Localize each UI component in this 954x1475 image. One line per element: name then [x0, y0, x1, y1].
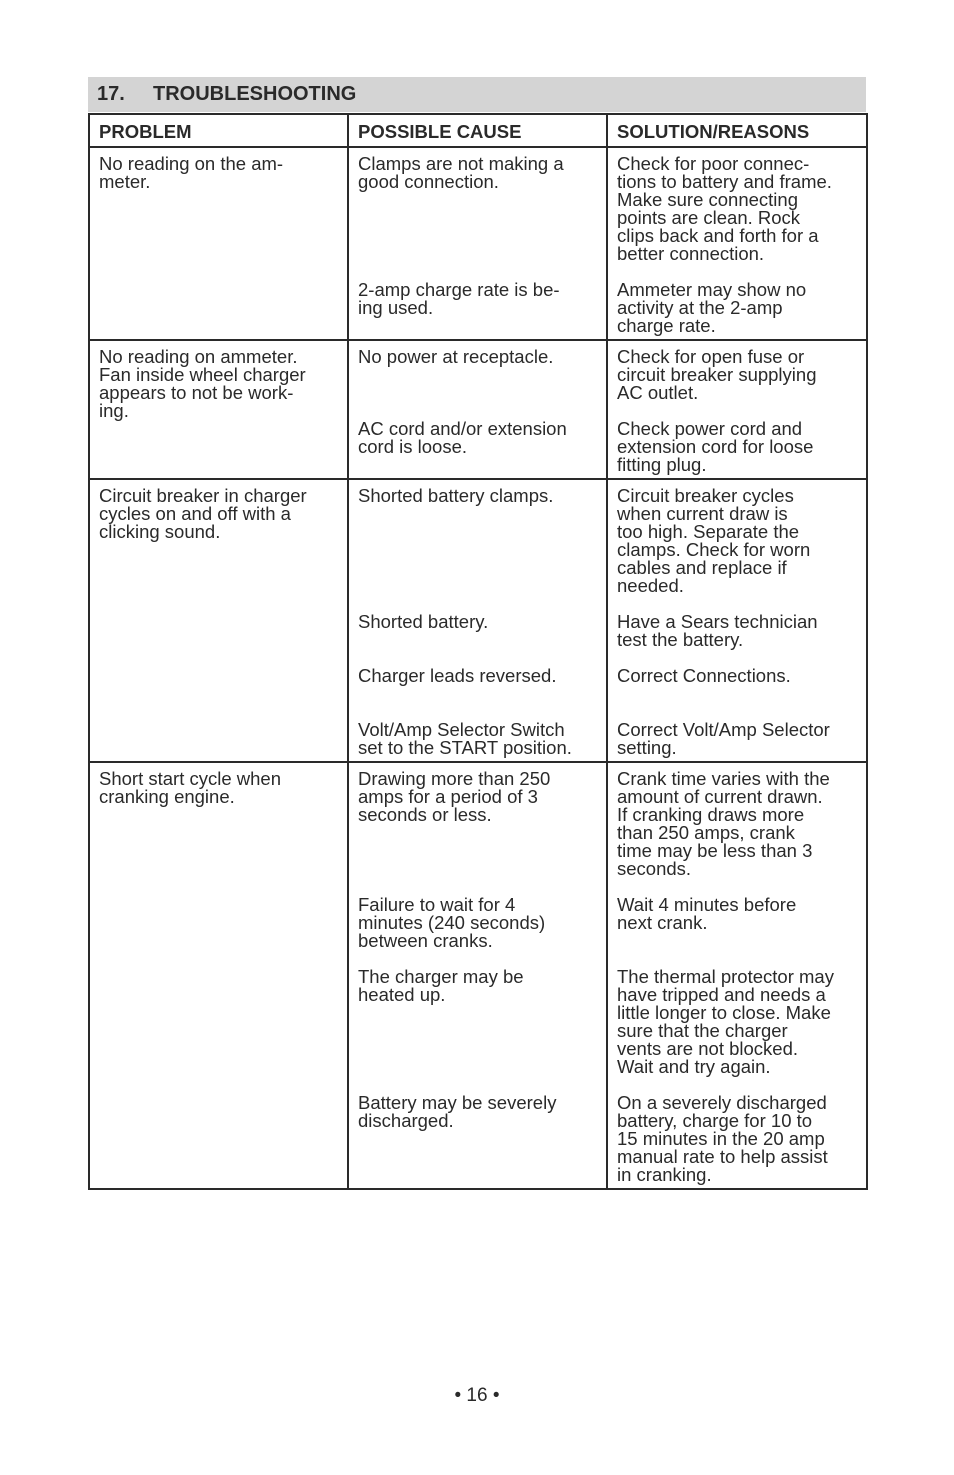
cause-cell [348, 147, 607, 340]
solution-text: Ammeter may show no activity at the 2-amp charge rate. [617, 279, 807, 336]
cause-text: Shorted battery clamps. [358, 485, 554, 506]
cause-text: Shorted battery. [358, 611, 489, 632]
problem-cell [89, 147, 348, 340]
solution-text: On a severely discharged battery, charge for 10 to 15 minutes in the 20 amp manual rate to help assist in cranking. [617, 1092, 828, 1185]
problem-cell [89, 340, 348, 479]
cause-text: Charger leads reversed. [358, 665, 557, 686]
solution-text: Crank time varies with the amount of current drawn. If cranking draws more than 250 amps, crank time may be less than 3 seconds. [617, 768, 830, 879]
cause-text: No power at receptacle. [358, 346, 554, 367]
section-title: TROUBLESHOOTING [153, 83, 357, 105]
table-row [89, 762, 867, 1189]
table-row [89, 147, 867, 340]
solution-text: Check power cord and extension cord for loose fitting plug. [617, 418, 814, 475]
table-row [89, 479, 867, 762]
problem-text: No reading on the am- meter. [99, 153, 284, 192]
problem-text: Short start cycle when cranking engine. [99, 768, 281, 807]
solution-text: Check for open fuse or circuit breaker supplying AC outlet. [617, 346, 817, 403]
table-row [89, 340, 867, 479]
page-number: • 16 • [454, 1385, 500, 1406]
solution-text: Wait 4 minutes before next crank. [617, 894, 797, 933]
column-header-possible-cause: POSSIBLE CAUSE [348, 114, 607, 147]
problem-text: Circuit breaker in charger cycles on and off with a clicking sound. [99, 485, 307, 542]
cause-cell [348, 340, 607, 479]
cause-text: Failure to wait for 4 minutes (240 seconds) between cranks. [358, 894, 546, 951]
cause-text: The charger may be heated up. [358, 966, 524, 1005]
table-header-row [89, 114, 867, 147]
cause-text: Clamps are not making a good connection. [358, 153, 564, 192]
solution-text: The thermal protector may have tripped and needs a little longer to close. Make sure that the charger vents are not blocked. Wait and try again. [617, 966, 834, 1077]
solution-cell [607, 340, 867, 479]
solution-cell [607, 147, 867, 340]
solution-text: Correct Connections. [617, 665, 791, 686]
cause-text: Battery may be severely discharged. [358, 1092, 557, 1131]
column-header-problem: PROBLEM [89, 114, 348, 147]
column-header-solution: SOLUTION/REASONS [607, 114, 867, 147]
troubleshooting-table [88, 113, 868, 1190]
solution-cell [607, 479, 867, 762]
solution-text: Circuit breaker cycles when current draw is too high. Separate the clamps. Check for worn cables and replace if needed. [617, 485, 811, 596]
cause-cell [348, 479, 607, 762]
solution-cell [607, 762, 867, 1189]
cause-text: 2-amp charge rate is be- ing used. [358, 279, 560, 318]
solution-text: Check for poor connec- tions to battery and frame. Make sure connecting points are clean. Rock clips back and forth for a better connection. [617, 153, 832, 264]
cause-cell [348, 762, 607, 1189]
solution-text: Correct Volt/Amp Selector setting. [617, 719, 830, 758]
section-header [88, 77, 866, 112]
solution-text: Have a Sears technician test the battery. [617, 611, 818, 650]
problem-cell [89, 762, 348, 1189]
section-number: 17. [97, 83, 125, 105]
cause-text: Volt/Amp Selector Switch set to the START position. [358, 719, 572, 758]
problem-text: No reading on ammeter. Fan inside wheel charger appears to not be work- ing. [99, 346, 306, 421]
cause-text: Drawing more than 250 amps for a period of 3 seconds or less. [358, 768, 551, 825]
cause-text: AC cord and/or extension cord is loose. [358, 418, 567, 457]
problem-cell [89, 479, 348, 762]
